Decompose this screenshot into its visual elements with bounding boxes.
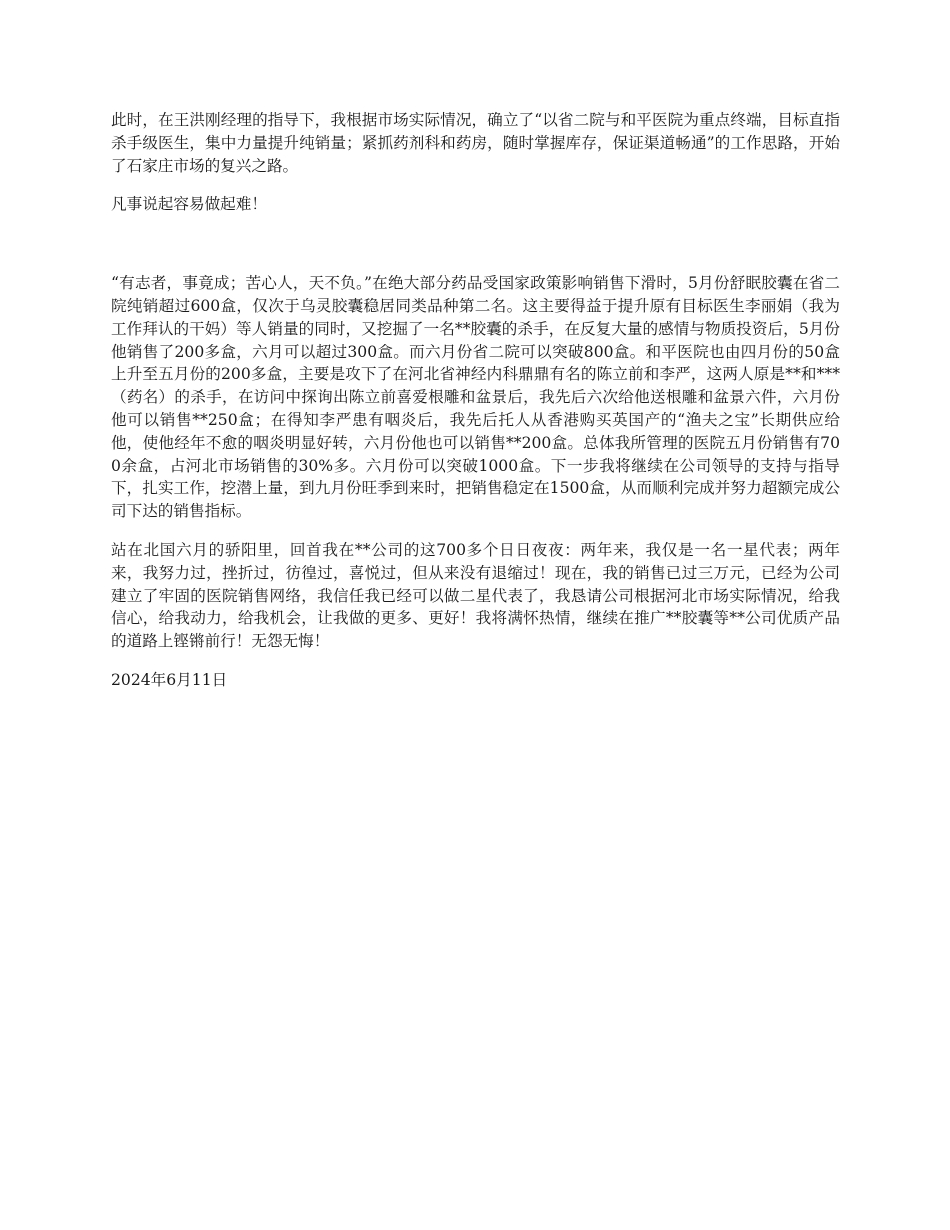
document-body (111, 109, 840, 692)
paragraph-reflection: 站在北国六月的骄阳里，回首我在**公司的这700多个日日夜夜：两年来，我仅是一名一星代表；两年来，我努力过，挫折过，彷徨过，喜悦过，但从来没有退缩过！现在，我的销售已过三万元，已经为公司建立了牢固的医院销售网络，我信任我已经可以做二星代表了，我恳请公司根据河北市场实际情况，给我信心，给我动力，给我机会，让我做的更多、更好！我将满怀热情，继续在推广**胶囊等**公司优质产品的道路上铿锵前行！无怨无悔！ (111, 540, 840, 651)
paragraph-short-remark: 凡事说起容易做起难！ (111, 195, 267, 214)
document-date: 2024年6月11日 (111, 670, 228, 689)
paragraph-sales-results: “有志者，事竟成；苦心人，天不负。”在绝大部分药品受国家政策影响销售下滑时，5月份舒眠胶囊在省二院纯销超过600盒，仅次于乌灵胶囊稳居同类品种第二名。这主要得益于提升原有目标医生李丽娟（我为工作拜认的干妈）等人销量的同时，又挖掘了一名**胶囊的杀手，在反复大量的感情与物质投资后，5月份他销售了200多盒，六月可以超过300盒。而六月份省二院可以突破800盒。和平医院也由四月份的50盒上升至五月份的200多盒，主要是攻下了在河北省神经内科鼎鼎有名的陈立前和李严，这两人原是**和***（药名）的杀手，在访问中探询出陈立前喜爱根雕和盆景后，我先后六次给他送根雕和盆景六件，六月份他可以销售**250盒；在得知李严患有咽炎后，我先后托人从香港购买英国产的“渔夫之宝”长期供应给他，使他经年不愈的咽炎明显好转，六月份他也可以销售**200盒。总体我所管理的医院五月份销售有700余盒，占河北市场销售的30%多。六月份可以突破1000盒。下一步我将继续在公司领导的支持与指导下，扎实工作，挖潜上量，到九月份旺季到来时，把销售稳定在1500盒，从而顺利完成并努力超额完成公司下达的销售指标。 (111, 274, 840, 521)
paragraph-work-plan: 此时，在王洪刚经理的指导下，我根据市场实际情况，确立了“以省二院与和平医院为重点终端，目标直指杀手级医生，集中力量提升纯销量；紧抓药剂科和药房，随时掌握库存，保证渠道畅通”的工作思路，开始了石家庄市场的复兴之路。 (111, 111, 840, 175)
